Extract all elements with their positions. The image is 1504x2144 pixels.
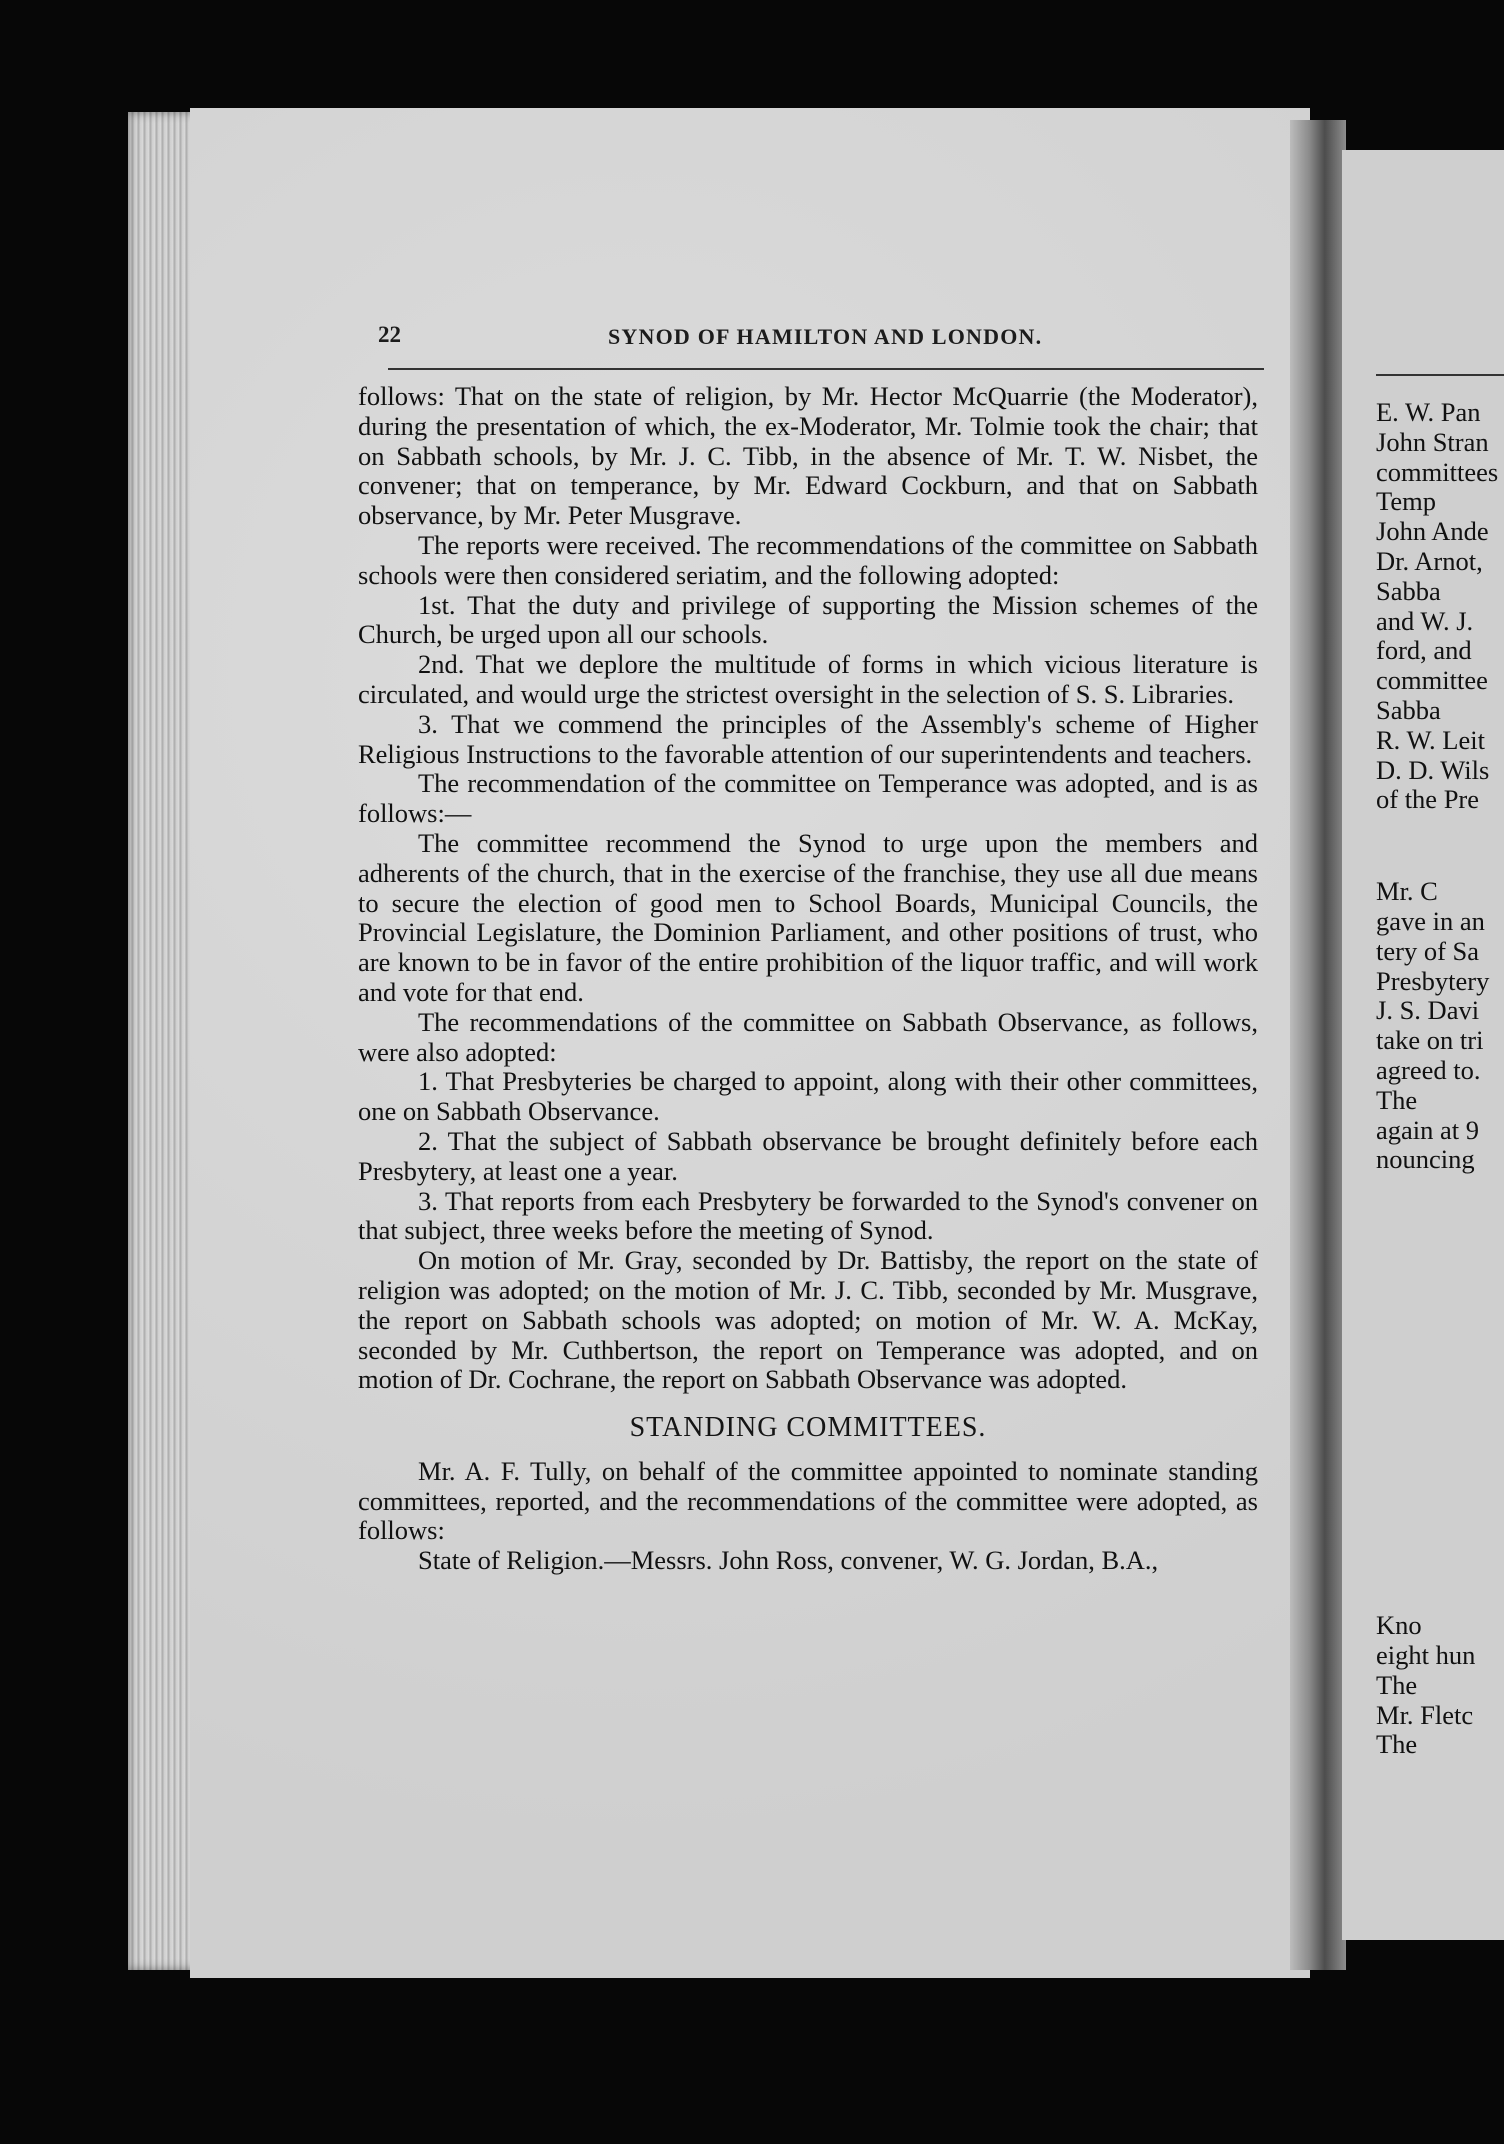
facing-page-line: Dr. Arnot, <box>1376 545 1483 576</box>
facing-page-line: R. W. Leit <box>1376 724 1485 755</box>
facing-page-line: D. D. Wils <box>1376 754 1490 785</box>
facing-page-line: The <box>1376 1084 1418 1115</box>
facing-page-line: tery of Sa <box>1376 935 1480 966</box>
facing-page-line: John Stran <box>1376 426 1489 457</box>
facing-page-rule <box>1376 374 1504 376</box>
facing-block-c <box>1376 1611 1504 1760</box>
facing-page-line: nouncing <box>1376 1144 1475 1175</box>
facing-page-line: Mr. Fletc <box>1376 1699 1474 1730</box>
facing-page-line: agreed to. <box>1376 1054 1481 1085</box>
facing-page-line: gave in an <box>1376 905 1485 936</box>
main-text-column <box>358 382 1258 1576</box>
running-head-title: SYNOD OF HAMILTON AND LONDON. <box>608 324 1043 349</box>
book-gutter <box>1290 120 1346 1970</box>
paragraph: 2. That the subject of Sabbath observance be brought definitely before each Presbytery, at least one a year. <box>358 1125 1258 1186</box>
facing-page-line: take on tri <box>1376 1025 1484 1056</box>
paragraph: 2nd. That we deplore the multitude of forms in which vicious literature is circulated, and would urge the strictest oversight in the selection of S. S. Libraries. <box>358 649 1258 709</box>
facing-gap <box>1376 1175 1504 1611</box>
facing-page-line: Temp <box>1376 486 1436 517</box>
facing-page-line: John Ande <box>1376 516 1489 547</box>
header-rule <box>388 368 1264 370</box>
facing-page-line: committee <box>1376 665 1488 696</box>
facing-page-line: committees <box>1376 456 1499 487</box>
running-head <box>378 318 1258 358</box>
paragraph: The committee recommend the Synod to urge upon the members and adherents of the church, that in the exercise of the franchise, they use all due means to secure the election of good men to School Boards, Municipal Councils, the Provincial Legislature, the Dominion Parliament, and other positions of trust, who are known to be in favor of the entire prohibition of the liquor traffic, and will work and vote for that end. <box>358 827 1258 1007</box>
paragraph: The recommendation of the committee on Temperance was adopted, and is as follows:— <box>358 768 1258 829</box>
facing-page-line: Mr. C <box>1376 876 1438 907</box>
paragraph: 3. That reports from each Presbytery be forwarded to the Synod's convener on that subject, three weeks before the meeting of Synod. <box>358 1185 1258 1246</box>
facing-page-line: J. S. Davi <box>1376 995 1480 1026</box>
facing-page-line: ford, and <box>1376 635 1472 666</box>
facing-page-line: Kno <box>1376 1610 1422 1641</box>
facing-page-line: eight hun <box>1376 1639 1476 1670</box>
paragraph: The reports were received. The recommendations of the committee on Sabbath schools were then considered seriatim, and the following adopted: <box>358 529 1258 590</box>
facing-page-line: E. W. Pan <box>1376 398 1481 427</box>
facing-block-b <box>1376 877 1504 1175</box>
paragraph: follows: That on the state of religion, by Mr. Hector McQuarrie (the Moderator), during the presentation of which, the ex-Moderator, Mr. Tolmie took the chair; that on Sabbath schools, by Mr. J. C. Tibb, in the absence of Mr. T. W. Nisbet, the convener; that on temperance, by Mr. Edward Cockburn, and that on Sabbath observance, by Mr. Peter Musgrave. <box>358 381 1258 531</box>
paragraph: 1. That Presbyteries be charged to appoint, along with their other committees, one on Sabbath Observance. <box>358 1066 1258 1127</box>
paragraph: 3. That we commend the principles of the Assembly's scheme of Higher Religious Instructions to the favorable attention of our superintendents and teachers. <box>358 708 1258 769</box>
paragraph: The recommendations of the committee on Sabbath Observance, as follows, were also adopted: <box>358 1006 1258 1067</box>
page-number: 22 <box>378 322 401 347</box>
facing-page-line: The <box>1376 1669 1418 1700</box>
paragraph: State of Religion.—Messrs. John Ross, convener, W. G. Jordan, B.A., <box>418 1545 1159 1576</box>
facing-page-line: again at 9 <box>1376 1114 1480 1145</box>
facing-page-line: Sabba <box>1376 575 1441 606</box>
facing-page-line: The <box>1376 1729 1418 1760</box>
paragraph: 1st. That the duty and privilege of supporting the Mission schemes of the Church, be urged upon all our schools. <box>358 589 1258 650</box>
facing-page-line: of the Pre <box>1376 784 1480 815</box>
facing-block-a <box>1376 398 1504 815</box>
facing-page-line: Sabba <box>1376 694 1441 725</box>
paragraph: On motion of Mr. Gray, seconded by Dr. Battisby, the report on the state of religion was adopted; on the motion of Mr. J. C. Tibb, seconded by Mr. Musgrave, the report on Sabbath schools was adopted; on motion of Mr. W. A. McKay, seconded by Mr. Cuthbertson, the report on Temperance was adopted, and on motion of Dr. Cochrane, the report on Sabbath Observance was adopted. <box>358 1245 1258 1395</box>
facing-gap <box>1376 815 1504 877</box>
facing-page-line: and W. J. <box>1376 605 1474 636</box>
section-heading: STANDING COMMITTEES. <box>629 1412 987 1444</box>
facing-page-text <box>1376 398 1504 1760</box>
facing-page-line: Presbytery <box>1376 965 1490 996</box>
paragraph: Mr. A. F. Tully, on behalf of the committee appointed to nominate standing committees, reported, and the recommendations of the committee were adopted, as follows: <box>358 1455 1258 1546</box>
